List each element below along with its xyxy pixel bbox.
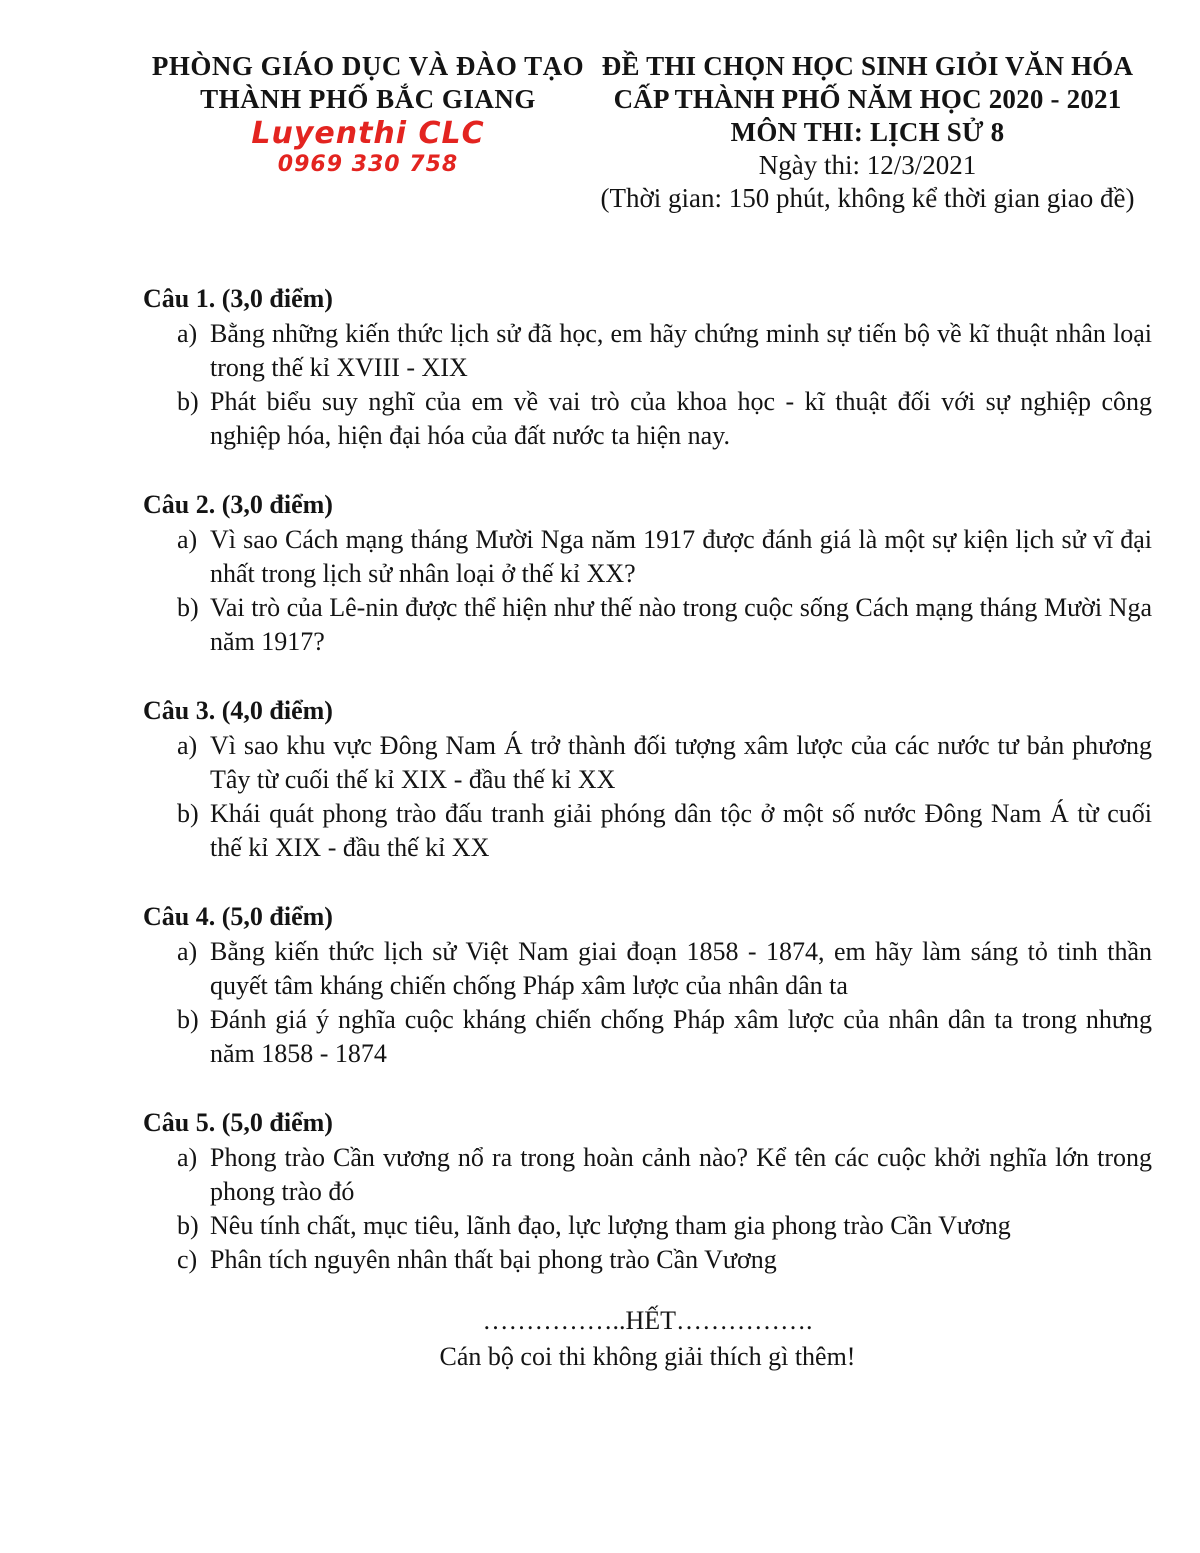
question-title: Câu 5. (5,0 điểm)	[143, 1108, 333, 1137]
question-title: Câu 4. (5,0 điểm)	[143, 902, 333, 931]
question-title: Câu 2. (3,0 điểm)	[143, 490, 333, 519]
exam-title-line1: ĐỀ THI CHỌN HỌC SINH GIỎI VĂN HÓA	[601, 51, 1134, 81]
question-item	[143, 1003, 1152, 1071]
question-title: Câu 3. (4,0 điểm)	[143, 696, 333, 725]
question-section	[143, 1105, 1152, 1277]
logo-text: Luyenthi CLC	[251, 116, 485, 151]
item-text: Đánh giá ý nghĩa cuộc kháng chiến chống Pháp xâm lược của nhân dân ta trong nhưng năm 1858 - 1874	[210, 1005, 1152, 1068]
question-item	[143, 935, 1152, 1003]
footer-note: Cán bộ coi thi không giải thích gì thêm!	[439, 1342, 856, 1371]
item-label: a)	[177, 319, 198, 348]
item-text: Phong trào Cần vương nổ ra trong hoàn cảnh nào? Kể tên các cuộc khởi nghĩa lớn trong phong trào đó	[210, 1143, 1152, 1206]
exam-subject-line: MÔN THI: LỊCH SỬ 8	[730, 117, 1005, 147]
item-text: Phát biểu suy nghĩ của em về vai trò của khoa học - kĩ thuật đối với sự nghiệp công nghiệp hóa, hiện đại hóa của đất nước ta hiện nay.	[210, 387, 1152, 450]
item-label: c)	[177, 1245, 198, 1274]
item-text: Nêu tính chất, mục tiêu, lãnh đạo, lực lượng tham gia phong trào Cần Vương	[210, 1211, 1011, 1240]
issuing-authority-block	[143, 50, 593, 178]
item-label: b)	[177, 1005, 199, 1034]
item-text: Khái quát phong trào đấu tranh giải phóng dân tộc ở một số nước Đông Nam Á từ cuối thế kỉ XIX - đầu thế kỉ XX	[210, 799, 1152, 862]
item-label: b)	[177, 593, 199, 622]
item-text: Vai trò của Lê-nin được thể hiện như thế nào trong cuộc sống Cách mạng tháng Mười Nga năm 1917?	[210, 593, 1152, 656]
question-section	[143, 487, 1152, 659]
item-label: a)	[177, 525, 198, 554]
item-text: Phân tích nguyên nhân thất bại phong trào Cần Vương	[210, 1245, 777, 1274]
question-title: Câu 1. (3,0 điểm)	[143, 284, 333, 313]
item-text: Vì sao khu vực Đông Nam Á trở thành đối tượng xâm lược của các nước tư bản phương Tây từ cuối thế kỉ XIX - đầu thế kỉ XX	[210, 731, 1152, 794]
item-label: a)	[177, 1143, 198, 1172]
end-marker: ……………..HẾT…………….	[482, 1306, 813, 1335]
item-label: a)	[177, 937, 198, 966]
question-item	[143, 1243, 1152, 1277]
item-label: b)	[177, 799, 199, 828]
question-item	[143, 385, 1152, 453]
question-item	[143, 1209, 1152, 1243]
logo-phone-number: 0969 330 758	[277, 152, 459, 177]
question-section	[143, 899, 1152, 1071]
item-label: a)	[177, 731, 198, 760]
exam-date-line: Ngày thi: 12/3/2021	[758, 150, 977, 180]
item-label: b)	[177, 1211, 199, 1240]
question-item	[143, 317, 1152, 385]
item-text: Vì sao Cách mạng tháng Mười Nga năm 1917 được đánh giá là một sự kiện lịch sử vĩ đại nhất trong lịch sử nhân loại ở thế kỉ XX?	[210, 525, 1152, 588]
question-item	[143, 591, 1152, 659]
exam-title-line2: CẤP THÀNH PHỐ NĂM HỌC 2020 - 2021	[613, 84, 1122, 114]
exam-duration-line: (Thời gian: 150 phút, không kể thời gian giao đề)	[600, 183, 1135, 213]
item-text: Bằng kiến thức lịch sử Việt Nam giai đoạn 1858 - 1874, em hãy làm sáng tỏ tinh thần quyết tâm kháng chiến chống Pháp xâm lược của nhân dân ta	[210, 937, 1152, 1000]
header	[0, 0, 1200, 215]
city-name: THÀNH PHỐ BẮC GIANG	[200, 84, 536, 114]
item-text: Bằng những kiến thức lịch sử đã học, em hãy chứng minh sự tiến bộ về kĩ thuật nhân loại trong thế kỉ XVIII - XIX	[210, 319, 1152, 382]
question-item	[143, 523, 1152, 591]
question-section	[143, 281, 1152, 453]
department-name: PHÒNG GIÁO DỤC VÀ ĐÀO TẠO	[151, 51, 585, 81]
question-section	[143, 693, 1152, 865]
footer	[0, 1303, 1200, 1375]
question-item	[143, 729, 1152, 797]
question-item	[143, 797, 1152, 865]
questions-container	[0, 281, 1200, 1277]
exam-title-block	[593, 50, 1142, 215]
question-item	[143, 1141, 1152, 1209]
item-label: b)	[177, 387, 199, 416]
